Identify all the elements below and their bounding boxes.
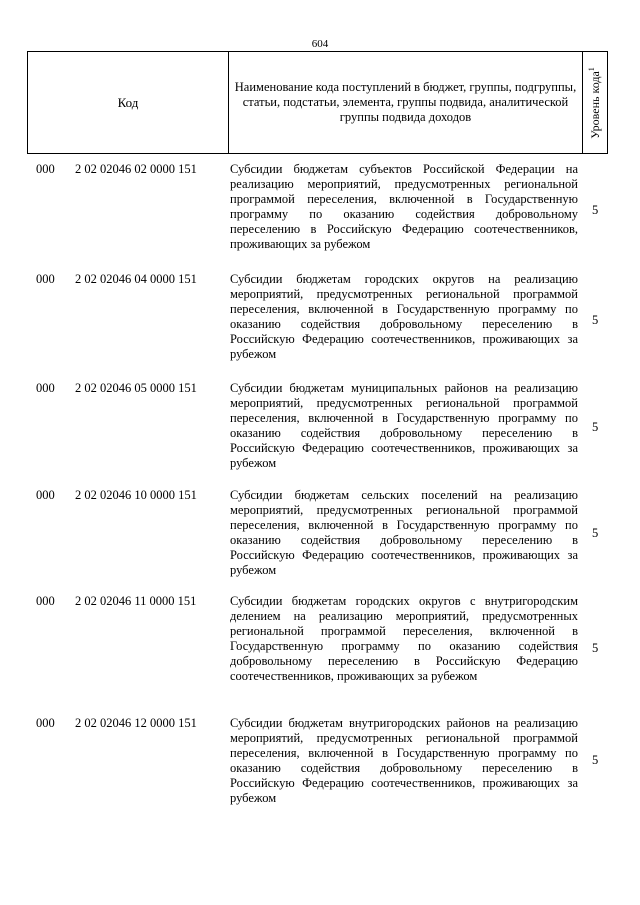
row-income-code: 2 02 02046 05 0000 151 [75, 381, 197, 395]
header-code: Код [117, 94, 139, 110]
row-income-code: 2 02 02046 11 0000 151 [75, 594, 197, 608]
header-name: Наименование кода поступлений в бюджет, группы, подгруппы, статьи, подстатьи, элемента, группы подвида, аналитической группы подвида доходов [234, 80, 577, 124]
row-description: Субсидии бюджетам муниципальных районов на реализацию мероприятий, предусмотренных региональной программой переселения, включенной в Государственную программу по оказанию содействия добровольному переселению в Российскую Федерацию соотечественников, проживающих за рубежом [230, 381, 578, 470]
row-level: 5 [592, 526, 599, 540]
row-income-code: 2 02 02046 04 0000 151 [75, 272, 197, 286]
row-income-code: 2 02 02046 10 0000 151 [75, 488, 197, 502]
row-admin-code: 000 [36, 488, 55, 502]
row-income-code: 2 02 02046 12 0000 151 [75, 716, 197, 730]
row-admin-code: 000 [36, 716, 55, 730]
header-level [583, 52, 607, 153]
row-level: 5 [592, 641, 599, 655]
row-level: 5 [592, 753, 599, 767]
row-income-code: 2 02 02046 02 0000 151 [75, 162, 197, 176]
row-level: 5 [592, 420, 599, 434]
table-header [27, 51, 608, 154]
row-description: Субсидии бюджетам субъектов Российской Федерации на реализацию мероприятий, предусмотренных региональной программой переселения, включенной в Государственную программу по оказанию содействия добровольному переселению в Российскую Федерацию соотечественников, проживающих за рубежом [230, 162, 578, 251]
row-description: Субсидии бюджетам городских округов с внутригородским делением на реализацию мероприятий, предусмотренных региональной программой переселения, включенной в Государственную программу по оказанию содействия добровольному переселению в Российскую Федерацию соотечественников, проживающих за рубежом [230, 594, 578, 683]
row-admin-code: 000 [36, 381, 55, 395]
row-level: 5 [592, 313, 599, 327]
row-admin-code: 000 [36, 594, 55, 608]
header-level-text [587, 67, 603, 139]
header-level-footnote-mark: 1 [587, 66, 596, 71]
row-description: Субсидии бюджетам сельских поселений на реализацию мероприятий, предусмотренных региональной программой переселения, включенной в Государственную программу по оказанию содействия добровольному переселению в Российскую Федерацию соотечественников, проживающих за рубежом [230, 488, 578, 577]
header-level-label: Уровень кода [588, 70, 602, 139]
row-admin-code: 000 [36, 162, 55, 176]
row-description: Субсидии бюджетам городских округов на реализацию мероприятий, предусмотренных региональной программой переселения, включенной в Государственную программу по оказанию содействия добровольному переселению в Российскую Федерацию соотечественников, проживающих за рубежом [230, 272, 578, 361]
row-level: 5 [592, 203, 599, 217]
row-description: Субсидии бюджетам внутригородских районов на реализацию мероприятий, предусмотренных региональной программой переселения, включенной в Государственную программу по оказанию содействия добровольному переселению в Российскую Федерацию соотечественников, проживающих за рубежом [230, 716, 578, 805]
row-admin-code: 000 [36, 272, 55, 286]
page-number: 604 [311, 38, 329, 50]
